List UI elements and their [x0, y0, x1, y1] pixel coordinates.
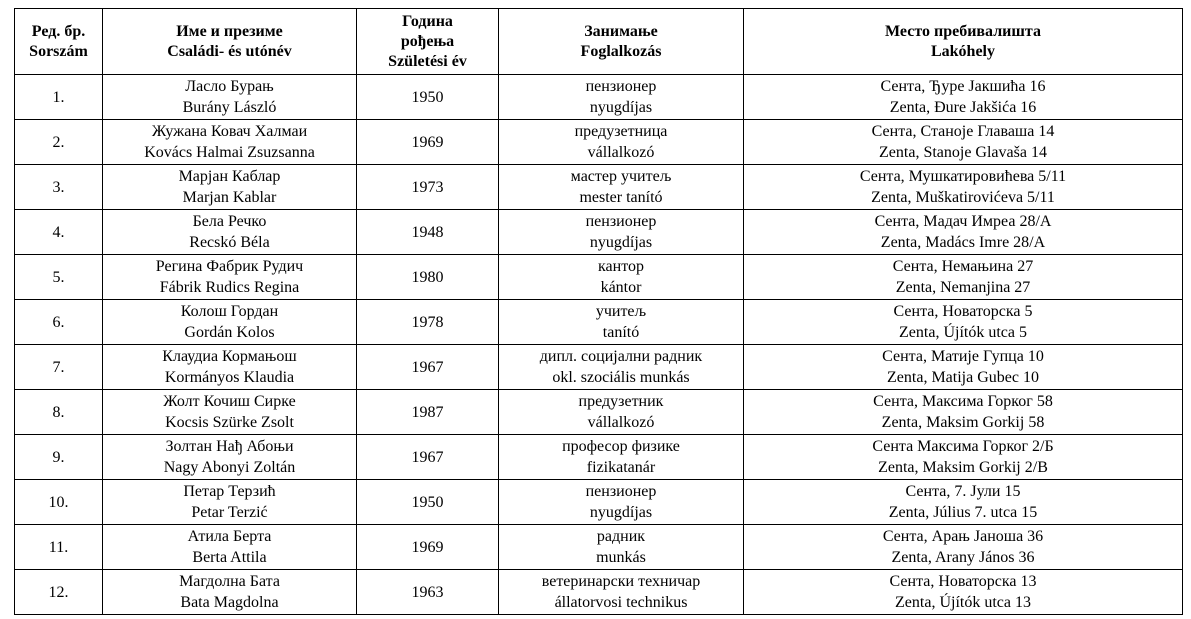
row-number: 9.: [15, 435, 103, 480]
header-number-hu: Sorszám: [29, 42, 88, 60]
residence-hu: Zenta, Madács Imre 28/A: [880, 234, 1046, 251]
header-occupation-hu: Foglalkozás: [580, 42, 662, 60]
row-number: 3.: [15, 165, 103, 210]
table-body: [15, 75, 1183, 615]
header-number-sr: Ред. бр.: [31, 22, 86, 40]
birth-year: 1948: [357, 210, 499, 255]
occupation-hu: mester tanító: [579, 189, 663, 206]
occupation-sr: ветеринарски техничар: [541, 573, 701, 590]
occupation: [499, 525, 744, 570]
occupation: [499, 570, 744, 615]
residence: [744, 345, 1183, 390]
residence-hu: Zenta, Újítók utca 13: [895, 594, 1031, 611]
occupation-hu: állatorvosi technikus: [554, 594, 688, 611]
occupation-sr: кантор: [598, 258, 644, 275]
row-number: 7.: [15, 345, 103, 390]
occupation-hu: munkás: [596, 549, 646, 566]
occupation: [499, 480, 744, 525]
occupation-hu: tanító: [602, 324, 640, 341]
name-sr: Петар Терзић: [183, 483, 276, 500]
table-row: [15, 525, 1183, 570]
residence-sr: Сента, Максима Горког 58: [873, 393, 1053, 410]
residence-hu: Zenta, Újítók utca 5: [899, 324, 1027, 341]
residence-sr: Сента, Немањина 27: [892, 258, 1034, 275]
row-number: 2.: [15, 120, 103, 165]
occupation-sr: пензионер: [585, 78, 657, 95]
occupation-hu: nyugdíjas: [589, 504, 653, 521]
residence-hu: Zenta, Maksim Gorkij 58: [881, 414, 1045, 431]
occupation-sr: мастер учитељ: [570, 168, 672, 185]
header-residence-sr: Место пребивалишта: [885, 22, 1041, 40]
birth-year: 1969: [357, 120, 499, 165]
occupation: [499, 210, 744, 255]
residence-sr: Сента, Новаторска 13: [889, 573, 1037, 590]
residence: [744, 390, 1183, 435]
birth-year: 1980: [357, 255, 499, 300]
residence: [744, 120, 1183, 165]
table-row: [15, 480, 1183, 525]
name-sr: Золтан Нађ Абоњи: [165, 438, 294, 455]
name-hu: Marjan Kablar: [182, 189, 277, 206]
occupation-hu: okl. szociális munkás: [552, 369, 690, 386]
birth-year: 1950: [357, 75, 499, 120]
candidate-name: [103, 345, 357, 390]
row-number: 4.: [15, 210, 103, 255]
row-number: 5.: [15, 255, 103, 300]
header-year-hu: Születési év: [388, 52, 467, 70]
residence-sr: Сента, Ђуре Јакшића 16: [880, 78, 1046, 95]
name-hu: Fábrik Rudics Regina: [159, 279, 300, 296]
residence-hu: Zenta, Muškatirovićeva 5/11: [871, 189, 1055, 206]
birth-year: 1987: [357, 390, 499, 435]
residence: [744, 210, 1183, 255]
occupation: [499, 75, 744, 120]
residence-sr: Сента, Новаторска 5: [893, 303, 1033, 320]
candidate-name: [103, 255, 357, 300]
residence: [744, 300, 1183, 345]
row-number: 1.: [15, 75, 103, 120]
residence: [744, 75, 1183, 120]
name-sr: Атила Берта: [187, 528, 272, 545]
name-sr: Марјан Каблар: [178, 168, 281, 185]
birth-year: 1973: [357, 165, 499, 210]
residence-sr: Сента, Станоје Главаша 14: [871, 123, 1055, 140]
occupation: [499, 390, 744, 435]
header-row: [15, 9, 1183, 75]
row-number: 6.: [15, 300, 103, 345]
header-name: [103, 9, 357, 75]
occupation-sr: пензионер: [585, 483, 657, 500]
header-number: [15, 9, 103, 75]
table-row: [15, 390, 1183, 435]
occupation: [499, 120, 744, 165]
name-sr: Ласло Бурањ: [185, 78, 274, 95]
residence: [744, 525, 1183, 570]
name-hu: Bata Magdolna: [180, 594, 279, 611]
occupation: [499, 300, 744, 345]
candidate-name: [103, 210, 357, 255]
birth-year: 1967: [357, 345, 499, 390]
candidate-name: [103, 75, 357, 120]
residence: [744, 255, 1183, 300]
name-hu: Kovács Halmai Zsuzsanna: [144, 144, 315, 161]
table-row: [15, 210, 1183, 255]
name-hu: Burány László: [182, 99, 277, 116]
table-row: [15, 300, 1183, 345]
header-birth-year: [357, 9, 499, 75]
occupation-hu: fizikatanár: [586, 459, 656, 476]
name-sr: Жужана Ковач Халмаи: [151, 123, 308, 140]
residence-hu: Zenta, Đure Jakšića 16: [889, 99, 1037, 116]
header-name-hu: Családi- és utónév: [167, 42, 292, 60]
candidate-name: [103, 525, 357, 570]
candidate-list-table: [14, 8, 1183, 615]
residence-hu: Zenta, Nemanjina 27: [895, 279, 1031, 296]
candidate-name: [103, 570, 357, 615]
residence: [744, 480, 1183, 525]
residence-hu: Zenta, Július 7. utca 15: [888, 504, 1038, 521]
name-sr: Колош Гордан: [180, 303, 279, 320]
occupation-sr: дипл. социјални радник: [539, 348, 703, 365]
name-hu: Kormányos Klaudia: [164, 369, 295, 386]
residence-hu: Zenta, Maksim Gorkij 2/B: [878, 459, 1048, 476]
row-number: 12.: [15, 570, 103, 615]
residence-sr: Сента, Матије Гупца 10: [882, 348, 1044, 365]
residence-sr: Сента Максима Горког 2/Б: [872, 438, 1054, 455]
candidate-name: [103, 165, 357, 210]
table-row: [15, 570, 1183, 615]
occupation-sr: пензионер: [585, 213, 657, 230]
occupation: [499, 165, 744, 210]
row-number: 10.: [15, 480, 103, 525]
residence-sr: Сента, Мушкатировићева 5/11: [859, 168, 1067, 185]
table-row: [15, 75, 1183, 120]
birth-year: 1978: [357, 300, 499, 345]
residence: [744, 165, 1183, 210]
name-hu: Berta Attila: [192, 549, 267, 566]
candidate-name: [103, 300, 357, 345]
occupation-sr: професор физике: [562, 438, 680, 455]
residence-sr: Сента, 7. Јули 15: [905, 483, 1021, 500]
occupation-sr: радник: [596, 528, 646, 545]
occupation-hu: vállalkozó: [587, 414, 655, 431]
residence: [744, 570, 1183, 615]
residence-hu: Zenta, Stanoje Glavaša 14: [879, 144, 1047, 161]
occupation-hu: vállalkozó: [587, 144, 655, 161]
occupation-sr: предузетница: [574, 123, 668, 140]
occupation-hu: nyugdíjas: [589, 234, 653, 251]
name-sr: Бела Речко: [192, 213, 267, 230]
header-residence: [744, 9, 1183, 75]
header-name-sr: Име и презиме: [176, 22, 283, 40]
birth-year: 1950: [357, 480, 499, 525]
birth-year: 1967: [357, 435, 499, 480]
name-sr: Клаудиа Кормањош: [162, 348, 297, 365]
candidate-name: [103, 435, 357, 480]
row-number: 8.: [15, 390, 103, 435]
candidate-name: [103, 480, 357, 525]
candidate-name: [103, 390, 357, 435]
table-row: [15, 165, 1183, 210]
header-year-sr-2: рођења: [400, 32, 455, 50]
name-hu: Petar Terzić: [191, 504, 268, 521]
occupation: [499, 255, 744, 300]
birth-year: 1969: [357, 525, 499, 570]
header-year-sr-1: Година: [402, 12, 453, 30]
occupation-hu: kántor: [600, 279, 642, 296]
table-row: [15, 120, 1183, 165]
birth-year: 1963: [357, 570, 499, 615]
residence-hu: Zenta, Arany János 36: [891, 549, 1035, 566]
residence: [744, 435, 1183, 480]
name-hu: Gordán Kolos: [184, 324, 275, 341]
row-number: 11.: [15, 525, 103, 570]
header-occupation-sr: Занимање: [584, 22, 658, 40]
table-row: [15, 435, 1183, 480]
candidate-name: [103, 120, 357, 165]
residence-sr: Сента, Мадач Имреа 28/А: [874, 213, 1052, 230]
occupation: [499, 345, 744, 390]
occupation-sr: предузетник: [578, 393, 664, 410]
residence-hu: Zenta, Matija Gubec 10: [887, 369, 1039, 386]
header-residence-hu: Lakóhely: [930, 42, 995, 60]
table-row: [15, 255, 1183, 300]
name-sr: Регина Фабрик Рудич: [155, 258, 304, 275]
name-sr: Жолт Кочиш Сирке: [163, 393, 296, 410]
occupation: [499, 435, 744, 480]
name-hu: Kocsis Szürke Zsolt: [165, 414, 294, 431]
occupation-hu: nyugdíjas: [589, 99, 653, 116]
residence-sr: Сента, Арањ Јаноша 36: [882, 528, 1044, 545]
header-occupation: [499, 9, 744, 75]
occupation-sr: учитељ: [595, 303, 647, 320]
name-sr: Магдолна Бата: [179, 573, 280, 590]
name-hu: Recskó Béla: [189, 234, 270, 251]
name-hu: Nagy Abonyi Zoltán: [163, 459, 296, 476]
table-row: [15, 345, 1183, 390]
